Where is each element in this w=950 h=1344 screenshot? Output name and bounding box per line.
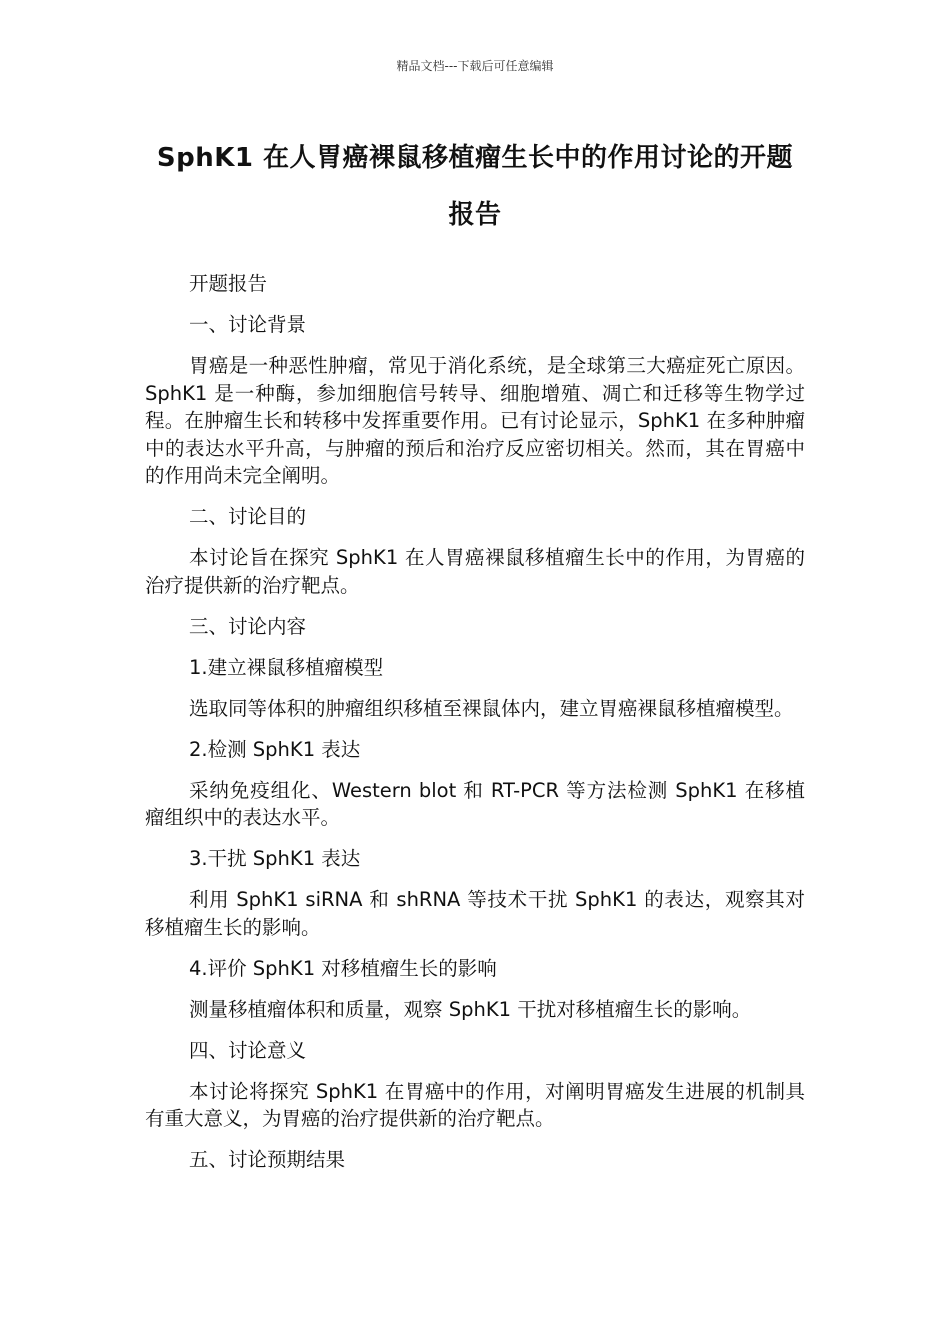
section-heading-purpose: 二、讨论目的 <box>189 505 307 528</box>
paragraph-detection: 采纳免疫组化、Western blot 和 RT-PCR 等方法检测 SphK1 在移植瘤组织中的表达水平。 <box>145 778 805 829</box>
section-heading-background: 一、讨论背景 <box>189 313 307 336</box>
paragraph-background: 胃癌是一种恶性肿瘤，常见于消化系统，是全球第三大癌症死亡原因。SphK1 是一种酶，参加细胞信号转导、细胞增殖、凋亡和迁移等生物学过程。在肿瘤生长和转移中发挥重要作用。已有讨论显示，SphK1 在多种肿瘤中的表达水平升高，与肿瘤的预后和治疗反应密切相关。然而，其在胃癌中的作用尚未完全阐明。 <box>145 354 805 487</box>
document-body <box>145 270 805 1187</box>
subheading-model: 1.建立裸鼠移植瘤模型 <box>189 655 384 679</box>
heading-report: 开题报告 <box>189 272 268 295</box>
section-heading-expected-results: 五、讨论预期结果 <box>189 1148 346 1171</box>
subheading-evaluation: 4.评价 SphK1 对移植瘤生长的影响 <box>189 956 497 980</box>
paragraph-evaluation: 测量移植瘤体积和质量，观察 SphK1 干扰对移植瘤生长的影响。 <box>189 997 752 1021</box>
paragraph-model: 选取同等体积的肿瘤组织移植至裸鼠体内，建立胃癌裸鼠移植瘤模型。 <box>189 696 794 720</box>
paragraph-significance: 本讨论将探究 SphK1 在胃癌中的作用，对阐明胃癌发生进展的机制具有重大意义，为胃癌的治疗提供新的治疗靶点。 <box>145 1079 805 1130</box>
paragraph-purpose: 本讨论旨在探究 SphK1 在人胃癌裸鼠移植瘤生长中的作用，为胃癌的治疗提供新的治疗靶点。 <box>145 546 805 597</box>
section-heading-content: 三、讨论内容 <box>189 614 307 638</box>
header-note: 精品文档---下载后可任意编辑 <box>396 59 554 73</box>
subheading-detection: 2.检测 SphK1 表达 <box>189 737 361 761</box>
subheading-interference: 3.干扰 SphK1 表达 <box>189 847 361 870</box>
paragraph-interference: 利用 SphK1 siRNA 和 shRNA 等技术干扰 SphK1 的表达，观察其对移植瘤生长的影响。 <box>145 888 805 939</box>
section-heading-significance: 四、讨论意义 <box>189 1038 307 1062</box>
document-title: SphK1 在人胃癌裸鼠移植瘤生长中的作用讨论的开题报告 <box>156 143 794 230</box>
